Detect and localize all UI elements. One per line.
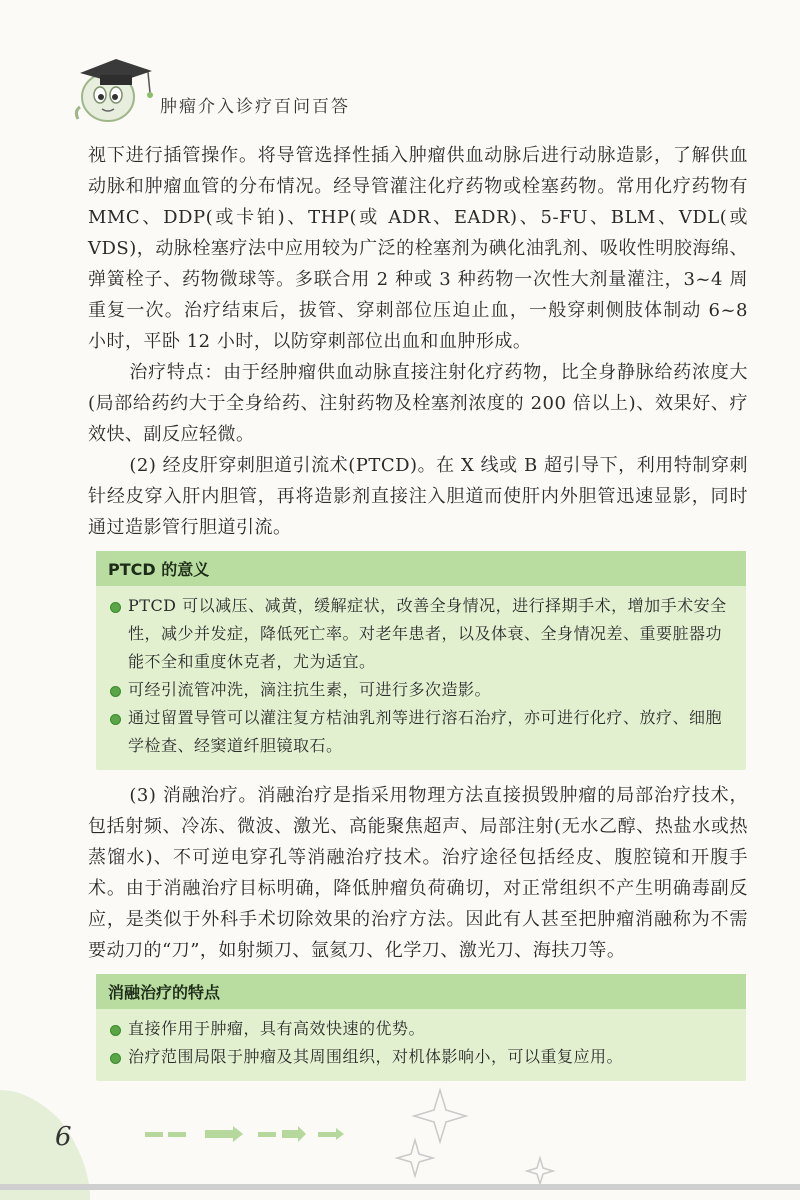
list-item <box>108 676 736 704</box>
ablation-features-box <box>96 974 746 1081</box>
bullet-list <box>96 586 746 770</box>
list-item-text: PTCD 可以减压、减黄，缓解症状，改善全身情况，进行择期手术，增加手术安全性，减少并发症，降低死亡率。对老年患者，以及体衰、全身情况差、重要脏器功能不全和重度休克者，尤为适宜。 <box>128 596 727 671</box>
box-title: PTCD 的意义 <box>96 551 746 586</box>
list-item-text: 直接作用于肿瘤，具有高效快速的优势。 <box>128 1019 426 1038</box>
sparkle-star-icon <box>397 1090 553 1184</box>
body-paragraph: 视下进行插管操作。将导管选择性插入肿瘤供血动脉后进行动脉造影，了解供血动脉和肿瘤血管的分布情况。经导管灌注化疗药物或栓塞药物。常用化疗药物有 MMC、DDP(或卡铂)、THP(或 ADR、EADR)、5-FU、BLM、VDL(或 VDS)，动脉栓塞疗法中应用较为广泛的栓塞剂为碘化油乳剂、吸收性明胶海绵、弹簧栓子、药物微球等。多联合用 2 种或 3 种药物一次性大剂量灌注，3~4 周重复一次。治疗结束后，拔管、穿刺部位压迫止血，一般穿刺侧肢体制动 6~8 小时，平卧 12 小时，以防穿刺部位出血和血肿形成。 <box>88 145 748 352</box>
box-title: 消融治疗的特点 <box>96 974 746 1009</box>
body-paragraph: (2) 经皮肝穿刺胆道引流术(PTCD)。在 X 线或 B 超引导下，利用特制穿刺针经皮穿入肝内胆管，再将造影剂直接注入胆道而使肝内外胆管迅速显影，同时通过造影管行胆道引流。 <box>88 455 748 538</box>
bullet-dot-icon <box>110 714 121 725</box>
ptcd-significance-box <box>96 551 746 770</box>
page-header <box>0 0 800 130</box>
body-paragraph: (3) 消融治疗。消融治疗是指采用物理方法直接损毁肿瘤的局部治疗技术，包括射频、冷冻、微波、激光、高能聚焦超声、局部注射(无水乙醇、热盐水或热蒸馏水)、不可逆电穿孔等消融治疗技术。治疗途径包括经皮、腹腔镜和开腹手术。由于消融治疗目标明确，降低肿瘤负荷确切，对正常组织不产生明确毒副反应，是类似于外科手术切除效果的治疗方法。因此有人甚至把肿瘤消融称为不需要动刀的“刀”，如射频刀、氩氦刀、化学刀、激光刀、海扶刀等。 <box>88 785 748 961</box>
list-item <box>108 592 736 676</box>
running-head-title: 肿瘤介入诊疗百问百答 <box>160 97 350 117</box>
body-paragraph: 治疗特点：由于经肿瘤供血动脉直接注射化疗药物，比全身静脉给药浓度大(局部给药约大于全身给药、注射药物及栓塞剂浓度的 200 倍以上)、效果好、疗效快、副反应轻微。 <box>88 362 748 445</box>
page-body <box>88 140 748 1091</box>
list-item <box>108 704 736 760</box>
arrow-decoration-icon <box>145 1126 344 1142</box>
bullet-dot-icon <box>110 602 121 613</box>
list-item-text: 治疗范围局限于肿瘤及其周围组织，对机体影响小，可以重复应用。 <box>128 1047 624 1066</box>
footer-decoration <box>0 1080 800 1200</box>
bullet-list <box>96 1009 746 1081</box>
bullet-dot-icon <box>110 686 121 697</box>
list-item <box>108 1043 736 1071</box>
page-number: 6 <box>55 1122 72 1152</box>
graduation-cap-mascot-icon <box>70 45 160 125</box>
bullet-dot-icon <box>110 1053 121 1064</box>
bullet-dot-icon <box>110 1025 121 1036</box>
list-item <box>108 1015 736 1043</box>
list-item-text: 通过留置导管可以灌注复方桔油乳剂等进行溶石治疗，亦可进行化疗、放疗、细胞学检查、经窦道纤胆镜取石。 <box>128 708 723 755</box>
list-item-text: 可经引流管冲洗，滴注抗生素，可进行多次造影。 <box>128 680 492 699</box>
